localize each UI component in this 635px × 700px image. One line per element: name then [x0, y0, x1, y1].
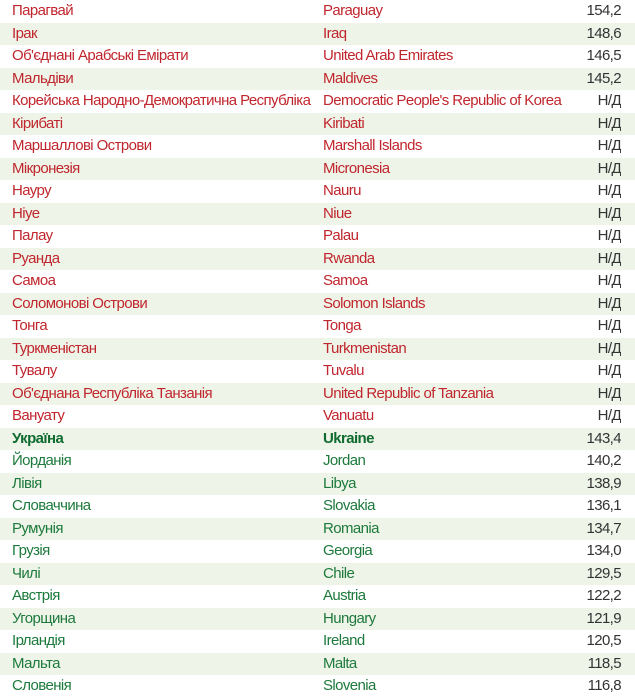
country-name-ukrainian: Ніуе: [12, 204, 40, 222]
country-name-ukrainian: Парагвай: [12, 2, 74, 19]
table-row: [0, 653, 635, 676]
table-row: [0, 383, 635, 406]
country-value: 154,2: [586, 2, 621, 19]
country-name-english: Marshall Islands: [323, 137, 422, 154]
table-row: [0, 428, 635, 451]
country-value: Н/Д: [597, 294, 621, 312]
country-name-english: Kiribati: [323, 114, 365, 132]
country-name-ukrainian: Науру: [12, 182, 52, 199]
country-value: Н/Д: [597, 159, 621, 177]
table-row: [0, 270, 635, 293]
country-name-ukrainian: Ірландія: [12, 632, 65, 649]
country-value: 122,2: [586, 587, 621, 604]
table-row: [0, 405, 635, 428]
country-value: 121,9: [586, 609, 621, 627]
country-value: 129,5: [586, 564, 621, 582]
table-row: [0, 495, 635, 518]
country-value: Н/Д: [597, 249, 621, 267]
country-value: 118,5: [587, 654, 621, 672]
table-row: [0, 473, 635, 496]
country-value: 116,8: [587, 677, 621, 694]
country-value: 134,7: [586, 519, 621, 537]
country-name-english: Chile: [323, 564, 355, 582]
country-name-ukrainian: Словаччина: [12, 497, 91, 514]
country-name-english: Tonga: [323, 317, 361, 334]
country-name-ukrainian: Австрія: [12, 587, 60, 604]
country-value: Н/Д: [597, 407, 621, 424]
country-value: Н/Д: [597, 92, 621, 109]
country-value: Н/Д: [597, 182, 621, 199]
table-row: [0, 0, 635, 23]
country-value: 148,6: [586, 24, 621, 42]
country-name-ukrainian: Корейська Народно-Демократична Республіка: [12, 92, 311, 109]
country-value: Н/Д: [597, 204, 621, 222]
country-name-english: Turkmenistan: [323, 339, 407, 357]
country-value: Н/Д: [597, 137, 621, 154]
country-name-english: Micronesia: [323, 159, 390, 177]
table-row: [0, 293, 635, 316]
table-row: [0, 90, 635, 113]
country-name-english: Georgia: [323, 542, 373, 559]
country-name-ukrainian: Об'єднані Арабські Емірати: [12, 47, 189, 64]
country-name-english: Iraq: [323, 24, 347, 42]
table-row: [0, 135, 635, 158]
country-value: 143,4: [586, 429, 621, 447]
country-name-ukrainian: Маршаллові Острови: [12, 137, 152, 154]
country-name-english: Solomon Islands: [323, 294, 425, 312]
country-value: 120,5: [586, 632, 621, 649]
country-name-english: Democratic People's Republic of Korea: [323, 92, 562, 109]
country-value: 134,0: [586, 542, 621, 559]
country-name-english: Hungary: [323, 609, 376, 627]
country-name-english: Libya: [323, 474, 356, 492]
country-value: 145,2: [586, 69, 621, 87]
country-name-english: Rwanda: [323, 249, 375, 267]
country-value: Н/Д: [597, 227, 621, 244]
table-row: [0, 518, 635, 541]
country-name-ukrainian: Вануату: [12, 407, 65, 424]
table-row: [0, 608, 635, 631]
table-row: [0, 563, 635, 586]
country-name-english: Ukraine: [323, 429, 374, 447]
table-row: [0, 23, 635, 46]
country-name-english: Nauru: [323, 182, 361, 199]
table-row: [0, 315, 635, 338]
country-name-ukrainian: Словенія: [12, 677, 72, 694]
country-name-english: Jordan: [323, 452, 366, 469]
country-name-ukrainian: Україна: [12, 429, 64, 447]
table-row: [0, 540, 635, 563]
country-name-english: Malta: [323, 654, 357, 672]
country-name-ukrainian: Тонга: [12, 317, 48, 334]
table-row: [0, 180, 635, 203]
table-row: [0, 68, 635, 91]
country-name-english: Vanuatu: [323, 407, 374, 424]
country-value: Н/Д: [597, 339, 621, 357]
table-row: [0, 585, 635, 608]
country-value: Н/Д: [597, 272, 621, 289]
country-name-ukrainian: Мальдіви: [12, 69, 74, 87]
country-name-ukrainian: Соломонові Острови: [12, 294, 148, 312]
country-name-english: Niue: [323, 204, 352, 222]
country-name-english: Tuvalu: [323, 362, 364, 379]
country-name-english: Ireland: [323, 632, 365, 649]
country-name-english: Slovenia: [323, 677, 376, 694]
country-value: Н/Д: [597, 114, 621, 132]
table-row: [0, 203, 635, 226]
country-name-english: United Arab Emirates: [323, 47, 453, 64]
country-name-ukrainian: Грузія: [12, 542, 50, 559]
country-value: Н/Д: [597, 362, 621, 379]
table-row: [0, 248, 635, 271]
country-name-ukrainian: Мікронезія: [12, 159, 80, 177]
country-name-english: Palau: [323, 227, 359, 244]
table-row: [0, 675, 635, 698]
table-row: [0, 338, 635, 361]
country-value: Н/Д: [597, 317, 621, 334]
country-name-english: Samoa: [323, 272, 368, 289]
country-name-ukrainian: Ірак: [12, 24, 38, 42]
country-name-ukrainian: Лівія: [12, 474, 42, 492]
country-value: 146,5: [586, 47, 621, 64]
country-name-ukrainian: Руанда: [12, 249, 60, 267]
country-name-ukrainian: Туркменістан: [12, 339, 97, 357]
country-name-ukrainian: Самоа: [12, 272, 56, 289]
country-name-ukrainian: Палау: [12, 227, 53, 244]
country-value: 136,1: [586, 497, 621, 514]
country-name-english: Slovakia: [323, 497, 375, 514]
table-row: [0, 113, 635, 136]
country-name-english: Austria: [323, 587, 366, 604]
country-name-ukrainian: Об'єднана Республіка Танзанія: [12, 384, 213, 402]
country-name-ukrainian: Угорщина: [12, 609, 76, 627]
table-row: [0, 158, 635, 181]
country-name-english: Romania: [323, 519, 379, 537]
country-name-ukrainian: Мальта: [12, 654, 60, 672]
country-name-english: Paraguay: [323, 2, 383, 19]
country-name-ukrainian: Румунія: [12, 519, 63, 537]
country-name-english: Maldives: [323, 69, 378, 87]
table-row: [0, 225, 635, 248]
table-row: [0, 360, 635, 383]
table-row: [0, 45, 635, 68]
table-row: [0, 450, 635, 473]
country-name-english: United Republic of Tanzania: [323, 384, 494, 402]
table-row: [0, 630, 635, 653]
country-name-ukrainian: Чилі: [12, 564, 41, 582]
country-value: Н/Д: [597, 384, 621, 402]
country-value: 140,2: [586, 452, 621, 469]
country-name-ukrainian: Йорданія: [12, 452, 72, 469]
country-value: 138,9: [586, 474, 621, 492]
country-name-ukrainian: Тувалу: [12, 362, 57, 379]
country-name-ukrainian: Кірибаті: [12, 114, 63, 132]
